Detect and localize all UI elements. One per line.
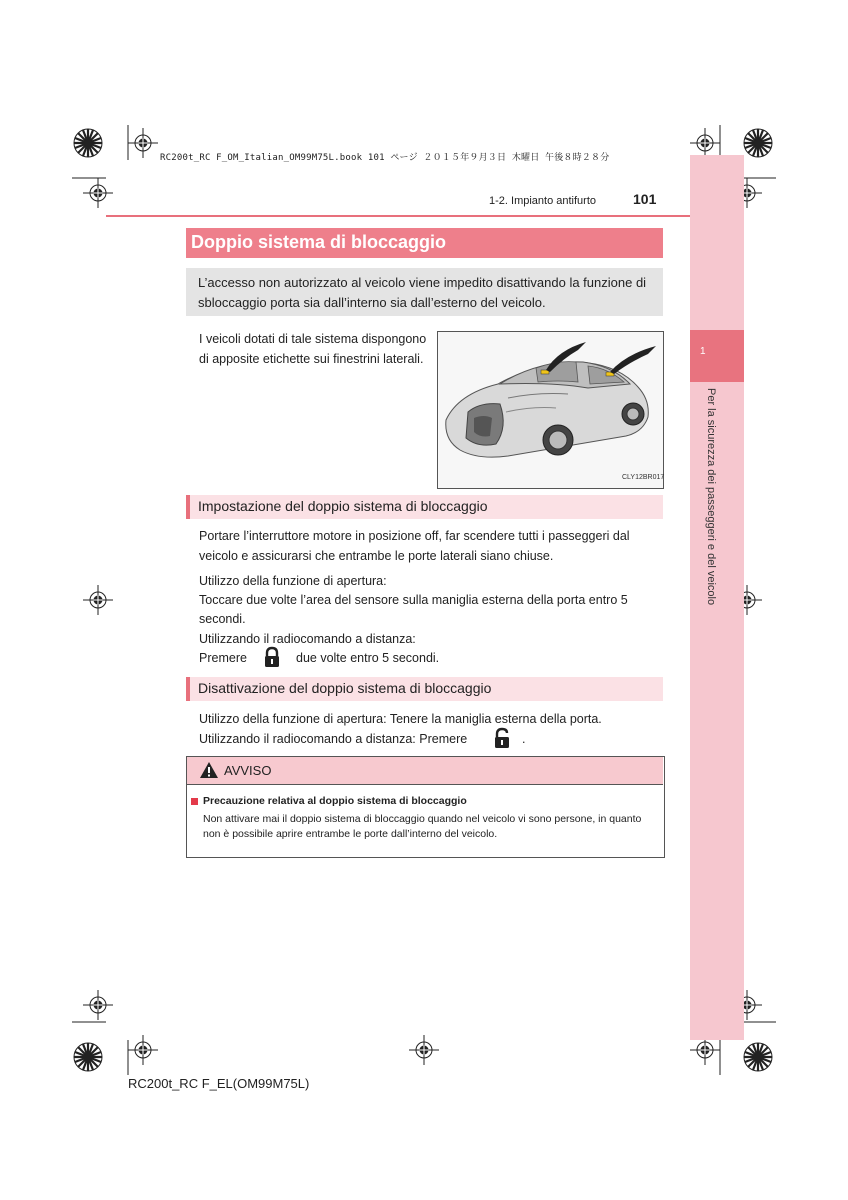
chapter-number: 1: [700, 346, 706, 357]
warning-title: AVVISO: [224, 763, 272, 778]
section-unset-accent: [186, 677, 190, 701]
set-line-c: Utilizzando il radiocomando a distanza:: [199, 632, 416, 646]
side-tab-chapter-marker: [690, 330, 744, 382]
set-para1-line1: Portare l’interruttore motore in posizione off, far scendere tutti i passeggeri dal: [199, 529, 630, 543]
file-info: RC200t_RC F_OM_Italian_OM99M75L.book 101 ページ ２０１５年９月３日 木曜日 午後８時２８分: [160, 153, 610, 163]
set-press-suffix: due volte entro 5 secondi.: [296, 651, 440, 665]
set-line-b1: Toccare due volte l’area del sensore sulla maniglia esterna della porta entro 5: [199, 593, 628, 607]
set-press-label: Premere: [199, 651, 247, 665]
car-icon: [438, 332, 663, 488]
car-label-illustration: [437, 331, 664, 489]
unlock-icon: [492, 727, 512, 754]
page-number: 101: [633, 191, 657, 207]
intro-text: L’accesso non autorizzato al veicolo viene impedito disattivando la funzione di sbloccaggio porta sia dall’interno sia dall’esterno del veicolo.: [198, 275, 647, 310]
section-unset-title: Disattivazione del doppio sistema di bloccaggio: [198, 680, 492, 696]
chapter-title: Per la sicurezza dei passeggeri e del veicolo: [705, 388, 717, 606]
unset-line2: Utilizzando il radiocomando a distanza: Premere: [199, 732, 468, 746]
label-description: I veicoli dotati di tale sistema dispongono di apposite etichette sui finestrini laterali.: [199, 332, 427, 366]
page-title: Doppio sistema di bloccaggio: [191, 232, 447, 252]
unset-line1: Utilizzo della funzione di apertura: Tenere la maniglia esterna della porta.: [199, 712, 602, 726]
lock-icon: [262, 646, 282, 673]
section-set-accent: [186, 495, 190, 519]
running-head: 1-2. Impianto antifurto: [489, 195, 597, 207]
header-rule: [106, 215, 690, 217]
set-line-a: Utilizzo della funzione di apertura:: [199, 574, 387, 588]
warning-triangle-icon: [199, 761, 219, 784]
set-para1-line2: veicolo e assicurarsi che entrambe le porte laterali siano chiuse.: [199, 549, 554, 563]
section-set-title: Impostazione del doppio sistema di bloccaggio: [198, 498, 488, 514]
set-line-b2: secondi.: [199, 612, 246, 626]
side-tab: [690, 155, 744, 1040]
warning-bullet: [191, 798, 198, 805]
warning-body: Non attivare mai il doppio sistema di bloccaggio quando nel veicolo vi sono persone, in quanto non è possibile aprire entrambe le porte dall’interno del veicolo.: [203, 813, 642, 840]
warning-subtitle: Precauzione relativa al doppio sistema di bloccaggio: [203, 795, 467, 807]
footer-model-code: RC200t_RC F_EL(OM99M75L): [128, 1076, 310, 1091]
image-code: CLY12BR017: [622, 474, 665, 481]
unset-line2-end: .: [522, 732, 526, 746]
